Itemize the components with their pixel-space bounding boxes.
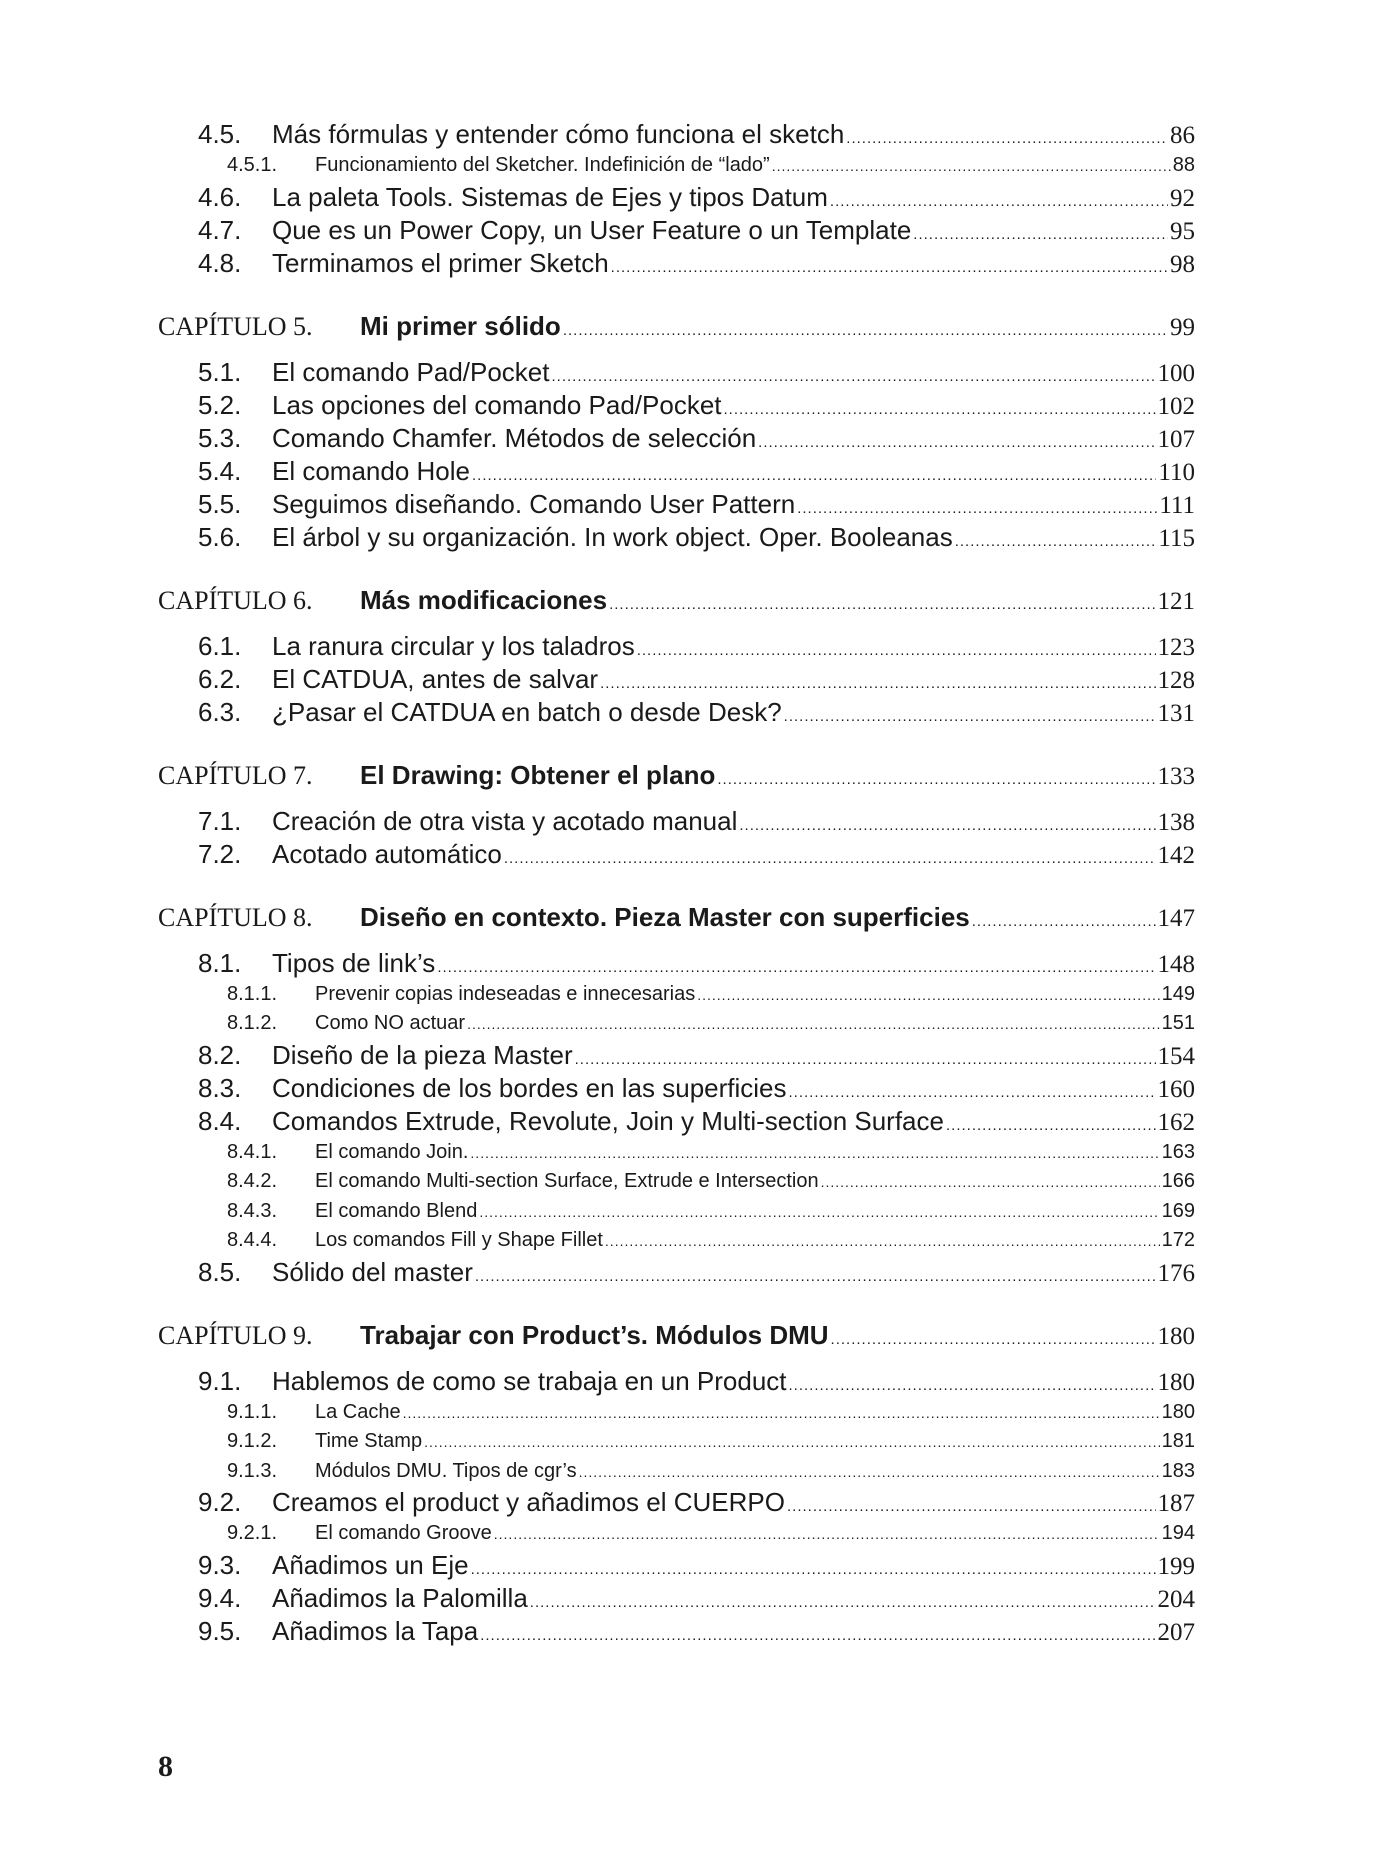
toc-entry-number: 8.1.1. xyxy=(227,982,278,1005)
toc-entry-number: 4.6. xyxy=(198,181,242,212)
toc-section xyxy=(158,838,1195,871)
toc-entry-page: 142 xyxy=(1157,841,1195,869)
toc-entry-title: Como NO actuar xyxy=(315,1012,466,1034)
toc-entry-number: 9.5. xyxy=(198,1615,242,1646)
toc-dot-leader xyxy=(552,356,1156,393)
toc-section xyxy=(158,181,1195,214)
toc-section xyxy=(158,1039,1195,1072)
toc-section xyxy=(158,1365,1195,1398)
toc-entry-page: 100 xyxy=(1157,359,1195,387)
toc-subsection xyxy=(158,980,1195,1010)
toc-dot-leader xyxy=(609,585,1155,625)
toc-entry-number: CAPÍTULO 9. xyxy=(158,1320,313,1350)
toc-entry-title: Sólido del master xyxy=(272,1256,473,1287)
toc-chapter xyxy=(158,1315,1195,1355)
toc-dot-leader xyxy=(579,1457,1160,1488)
toc-entry-title: La Cache xyxy=(315,1400,401,1423)
toc-entry-page: 133 xyxy=(1157,762,1195,790)
toc-entry-page: 115 xyxy=(1158,524,1195,552)
toc-dot-leader xyxy=(605,1226,1160,1257)
toc-entry-number: 4.5.1. xyxy=(227,154,278,176)
toc-dot-leader xyxy=(575,1039,1156,1076)
toc-entry-title: Terminamos el primer Sketch xyxy=(272,247,609,278)
toc-subsection xyxy=(158,1457,1195,1487)
toc-entry-number: 6.1. xyxy=(198,630,242,661)
toc-section xyxy=(158,488,1195,521)
toc-entry-title: El comando Join. xyxy=(315,1140,469,1163)
toc-entry-title: El comando Groove xyxy=(315,1522,492,1544)
toc-entry-number: 8.1. xyxy=(198,947,242,978)
toc-section xyxy=(158,1582,1195,1615)
toc-section xyxy=(158,1549,1195,1582)
toc-entry-title: Funcionamiento del Sketcher. Indefinición de “lado” xyxy=(315,154,770,176)
toc-chapter xyxy=(158,755,1195,795)
toc-dot-leader xyxy=(563,311,1168,351)
toc-dot-leader xyxy=(637,630,1156,667)
toc-dot-leader xyxy=(403,1398,1160,1429)
toc-dot-leader xyxy=(789,1072,1156,1109)
toc-entry-number: CAPÍTULO 7. xyxy=(158,760,313,790)
toc-entry-number: 5.1. xyxy=(198,356,242,387)
toc-entry-title: Hablemos de como se trabaja en un Product xyxy=(272,1365,787,1396)
toc-entry-page: 160 xyxy=(1157,1075,1195,1103)
toc-section xyxy=(158,247,1195,280)
toc-entry-number: 9.3. xyxy=(198,1549,242,1580)
toc-entry-page: 123 xyxy=(1157,633,1195,661)
toc-entry-page: 151 xyxy=(1161,1012,1195,1034)
toc-dot-leader xyxy=(494,1519,1160,1550)
toc-entry-title: Tipos de link’s xyxy=(272,947,436,978)
toc-dot-leader xyxy=(955,521,1157,558)
toc-entry-number: 5.6. xyxy=(198,521,242,552)
toc-dot-leader xyxy=(600,663,1155,700)
toc-dot-leader xyxy=(530,1582,1156,1619)
toc-entry-page: 181 xyxy=(1161,1430,1195,1452)
toc-entry-number: 8.3. xyxy=(198,1072,242,1103)
toc-entry-title: Diseño en contexto. Pieza Master con superficies xyxy=(360,901,970,932)
toc-entry-number: 9.1.2. xyxy=(227,1430,278,1452)
toc-entry-number: 4.5. xyxy=(198,119,242,149)
toc-dot-leader xyxy=(797,488,1157,525)
toc-subsection xyxy=(158,1519,1195,1549)
toc-entry-number: 6.2. xyxy=(198,663,242,694)
toc-section xyxy=(158,947,1195,980)
toc-entry-page: 204 xyxy=(1157,1585,1195,1613)
toc-entry-title: Más fórmulas y entender cómo funciona el sketch xyxy=(272,119,845,149)
toc-entry-page: 92 xyxy=(1170,184,1195,212)
toc-section xyxy=(158,455,1195,488)
toc-section xyxy=(158,1256,1195,1289)
toc-entry-number: 8.4.1. xyxy=(227,1140,278,1163)
toc-entry-number: 4.7. xyxy=(198,214,242,245)
toc-dot-leader xyxy=(479,1197,1159,1228)
toc-entry-page: 86 xyxy=(1170,122,1195,149)
toc-entry-title: Añadimos un Eje xyxy=(272,1549,469,1580)
toc-entry-page: 111 xyxy=(1159,491,1195,519)
toc-dot-leader xyxy=(475,1256,1156,1293)
toc-entry-title: Comando Chamfer. Métodos de selección xyxy=(272,422,757,453)
toc-entry-page: 149 xyxy=(1161,982,1195,1005)
toc-entry-title: Diseño de la pieza Master xyxy=(272,1039,573,1070)
toc-entry-number: 5.4. xyxy=(198,455,242,486)
toc-subsection xyxy=(158,1226,1195,1256)
toc-dot-leader xyxy=(717,760,1155,800)
toc-entry-page: 194 xyxy=(1161,1522,1195,1544)
toc-entry-page: 187 xyxy=(1157,1490,1195,1517)
toc-entry-number: 8.4.3. xyxy=(227,1199,278,1222)
toc-entry-number: CAPÍTULO 8. xyxy=(158,902,313,932)
toc-entry-number: 5.3. xyxy=(198,422,242,453)
toc-dot-leader xyxy=(697,980,1159,1011)
toc-section xyxy=(158,696,1195,729)
toc-dot-leader xyxy=(846,118,1168,155)
toc-dot-leader xyxy=(471,1549,1156,1586)
toc-entry-number: 8.4.2. xyxy=(227,1170,278,1192)
toc-dot-leader xyxy=(472,455,1156,492)
toc-dot-leader xyxy=(467,1009,1160,1040)
toc-entry-page: 172 xyxy=(1161,1229,1195,1251)
toc-subsection xyxy=(158,151,1195,181)
toc-entry-title: El Drawing: Obtener el plano xyxy=(360,759,716,790)
toc-section xyxy=(158,214,1195,247)
toc-section xyxy=(158,521,1195,554)
toc-entry-title: Más modificaciones xyxy=(360,584,608,615)
toc-entry-title: Comandos Extrude, Revolute, Join y Multi-section Surface xyxy=(272,1105,944,1136)
toc-dot-leader xyxy=(424,1427,1160,1458)
toc-dot-leader xyxy=(946,1105,1156,1142)
toc-entry-page: 147 xyxy=(1157,904,1195,932)
toc-dot-leader xyxy=(470,1138,1159,1169)
toc-dot-leader xyxy=(789,1365,1156,1402)
toc-dot-leader xyxy=(913,214,1168,251)
toc-entry-title: Añadimos la Tapa xyxy=(272,1615,479,1646)
toc-entry-page: 131 xyxy=(1157,699,1195,727)
toc-entry-number: 9.2.1. xyxy=(227,1522,278,1544)
toc-subsection xyxy=(158,1138,1195,1168)
toc-dot-leader xyxy=(784,696,1156,733)
toc-entry-page: 102 xyxy=(1157,392,1195,420)
toc-subsection xyxy=(158,1167,1195,1197)
toc-section xyxy=(158,356,1195,389)
toc-entry-page: 163 xyxy=(1161,1140,1195,1163)
toc-dot-leader xyxy=(787,1486,1156,1523)
toc-entry-page: 180 xyxy=(1157,1368,1195,1396)
toc-entry-title: El comando Multi-section Surface, Extrude e Intersection xyxy=(315,1170,819,1192)
toc-entry-title: Los comandos Fill y Shape Fillet xyxy=(315,1229,603,1251)
toc-entry-title: Las opciones del comando Pad/Pocket xyxy=(272,389,722,420)
toc-entry-number: 9.1. xyxy=(198,1365,242,1396)
toc-section xyxy=(158,1105,1195,1138)
toc-entry-title: Añadimos la Palomilla xyxy=(272,1582,528,1613)
toc-entry-title: El árbol y su organización. In work object. Oper. Booleanas xyxy=(272,521,953,552)
toc-entry-number: 9.2. xyxy=(198,1487,242,1517)
toc-entry-title: Módulos DMU. Tipos de cgr’s xyxy=(315,1459,577,1482)
toc-entry-page: 180 xyxy=(1157,1322,1195,1350)
toc-entry-page: 98 xyxy=(1170,250,1195,278)
toc-entry-page: 138 xyxy=(1157,808,1195,836)
toc-dot-leader xyxy=(830,181,1168,218)
toc-dot-leader xyxy=(739,805,1155,842)
toc-entry-number: 5.2. xyxy=(198,389,242,420)
toc-subsection xyxy=(158,1427,1195,1457)
toc-dot-leader xyxy=(504,838,1156,875)
toc-dot-leader xyxy=(437,947,1155,984)
toc-entry-number: 9.4. xyxy=(198,1582,242,1613)
toc-entry-number: CAPÍTULO 5. xyxy=(158,311,313,341)
toc-entry-page: 154 xyxy=(1157,1042,1195,1070)
toc-entry-number: 9.1.3. xyxy=(227,1459,278,1482)
toc-entry-number: 8.4. xyxy=(198,1105,242,1136)
toc-entry-page: 169 xyxy=(1161,1199,1195,1222)
toc-entry-title: El comando Hole xyxy=(272,455,470,486)
toc-subsection xyxy=(158,1197,1195,1227)
toc-entry-number: 8.1.2. xyxy=(227,1012,278,1034)
toc-dot-leader xyxy=(611,247,1168,284)
toc-entry-page: 99 xyxy=(1170,313,1195,341)
toc-entry-title: ¿Pasar el CATDUA en batch o desde Desk? xyxy=(272,696,782,727)
toc-entry-title: Creación de otra vista y acotado manual xyxy=(272,805,738,836)
page-number: 8 xyxy=(158,1750,173,1783)
toc-entry-page: 199 xyxy=(1157,1552,1195,1580)
toc-entry-title: Seguimos diseñando. Comando User Pattern xyxy=(272,488,796,519)
toc-entry-title: La ranura circular y los taladros xyxy=(272,630,635,661)
toc-subsection xyxy=(158,1398,1195,1428)
toc-entry-page: 148 xyxy=(1157,950,1195,978)
toc-entry-title: Condiciones de los bordes en las superficies xyxy=(272,1072,787,1103)
toc-entry-page: 180 xyxy=(1161,1400,1195,1423)
toc-dot-leader xyxy=(821,1167,1160,1198)
toc-entry-page: 176 xyxy=(1157,1259,1195,1287)
toc-entry-page: 207 xyxy=(1157,1618,1195,1646)
toc-entry-title: Creamos el product y añadimos el CUERPO xyxy=(272,1487,785,1517)
toc-entry-number: 6.3. xyxy=(198,696,242,727)
toc-entry-number: 4.8. xyxy=(198,247,242,278)
toc-section xyxy=(158,1072,1195,1105)
toc-chapter xyxy=(158,897,1195,937)
toc-entry-title: El CATDUA, antes de salvar xyxy=(272,663,599,694)
toc-section xyxy=(158,630,1195,663)
toc-subsection xyxy=(158,1009,1195,1039)
toc-entry-title: Que es un Power Copy, un User Feature o un Template xyxy=(272,214,912,245)
toc-entry-title: El comando Blend xyxy=(315,1199,478,1222)
toc-dot-leader xyxy=(831,1320,1156,1360)
toc-entry-page: 88 xyxy=(1172,154,1195,176)
toc-entry-page: 128 xyxy=(1157,666,1195,694)
toc-entry-page: 107 xyxy=(1157,425,1195,453)
toc-section xyxy=(158,118,1195,151)
toc-entry-number: 5.5. xyxy=(198,488,242,519)
toc-dot-leader xyxy=(758,422,1155,459)
toc-entry-number: 7.1. xyxy=(198,805,242,836)
toc-chapter xyxy=(158,306,1195,346)
toc-section xyxy=(158,805,1195,838)
toc-dot-leader xyxy=(972,902,1156,942)
toc-section xyxy=(158,663,1195,696)
toc-dot-leader xyxy=(724,389,1156,426)
toc-entry-number: 9.1.1. xyxy=(227,1400,278,1423)
toc-entry-page: 121 xyxy=(1157,587,1195,615)
toc-section xyxy=(158,1486,1195,1519)
toc-entry-number: 7.2. xyxy=(198,838,242,869)
toc-section xyxy=(158,422,1195,455)
toc-chapter xyxy=(158,580,1195,620)
toc-section xyxy=(158,389,1195,422)
toc-entry-page: 95 xyxy=(1170,217,1195,245)
toc-entry-page: 166 xyxy=(1161,1170,1195,1192)
toc-entry-page: 110 xyxy=(1158,458,1195,486)
toc-entry-number: 8.4.4. xyxy=(227,1229,278,1251)
toc-entry-title: Prevenir copias indeseadas e innecesarias xyxy=(315,982,696,1005)
toc-entry-number: CAPÍTULO 6. xyxy=(158,585,313,615)
toc-entry-title: El comando Pad/Pocket xyxy=(272,356,550,387)
toc-entry-title: La paleta Tools. Sistemas de Ejes y tipos Datum xyxy=(272,181,828,212)
toc-entry-title: Time Stamp xyxy=(315,1430,423,1452)
toc-entry-title: Trabajar con Product’s. Módulos DMU xyxy=(360,1319,829,1350)
toc-dot-leader xyxy=(772,151,1171,182)
toc-entry-number: 8.5. xyxy=(198,1256,242,1287)
toc-entry-page: 183 xyxy=(1161,1459,1195,1482)
toc-entry-title: Mi primer sólido xyxy=(360,310,561,341)
toc-entry-title: Acotado automático xyxy=(272,838,502,869)
toc-entry-number: 8.2. xyxy=(198,1039,242,1070)
toc-entry-page: 162 xyxy=(1157,1108,1195,1136)
toc-dot-leader xyxy=(480,1615,1155,1652)
table-of-contents xyxy=(158,118,1195,1648)
toc-section xyxy=(158,1615,1195,1648)
